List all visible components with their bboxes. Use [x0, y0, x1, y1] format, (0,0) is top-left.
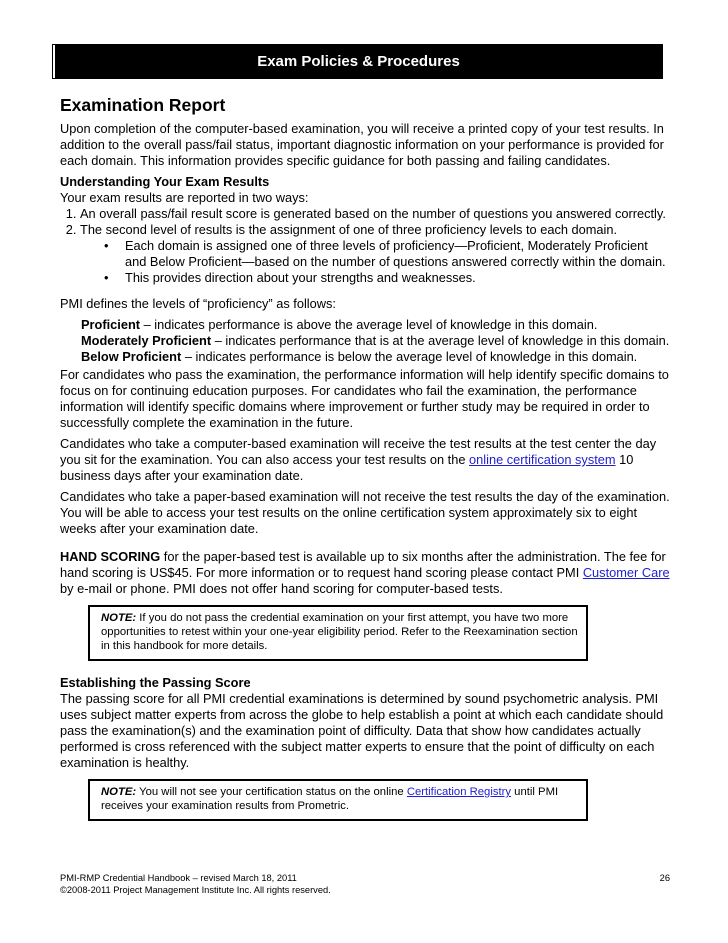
- definition-item: Moderately Proficient – indicates performance that is at the average level of knowledge in this domain.: [81, 333, 670, 348]
- registry-note-box: NOTE: You will not see your certification status on the online Certification Registry until PMI receives your examination results from Prometric.: [88, 779, 588, 821]
- list-item: 1. An overall pass/fail result score is generated based on the number of questions you answered correctly.: [80, 206, 670, 222]
- bullet-list: [80, 238, 670, 286]
- document-body: [60, 95, 670, 821]
- page-number: 26: [659, 873, 670, 883]
- footer-copyright: ©2008-2011 Project Management Institute Inc. All rights reserved.: [60, 885, 331, 895]
- certification-registry-link[interactable]: Certification Registry: [406, 786, 512, 798]
- bullet-item: • This provides direction about your strengths and weaknesses.: [104, 270, 670, 286]
- page-header-title: Exam Policies & Procedures: [257, 53, 460, 70]
- note-label: NOTE:: [101, 612, 137, 624]
- customer-care-link[interactable]: Customer Care: [582, 565, 670, 580]
- proficiency-definitions: [60, 317, 670, 365]
- pass-fail-paragraph: For candidates who pass the examination, the performance information will help identify specific domains to focus on for continuing education purposes. For candidates who fail the examination, the performance information will identify specific domains where improvement or further study may be required in order to successfully complete the examination in the future.: [60, 367, 669, 430]
- hand-scoring-paragraph: HAND SCORING for the paper-based test is available up to six months after the administration. The fee for hand scoring is US$45. For more information or to request hand scoring please contact PMI Customer Care by e-mail or phone. PMI does not offer hand scoring for computer-based tests.: [60, 549, 670, 596]
- understanding-lead: Your exam results are reported in two ways:: [60, 190, 309, 205]
- definition-item: Proficient – indicates performance is above the average level of knowledge in this domain.: [81, 317, 598, 332]
- definition-term: Moderately Proficient: [81, 333, 212, 348]
- footer-handbook-title: PMI-RMP Credential Handbook – revised March 18, 2011: [60, 873, 297, 883]
- list-item: 2. The second level of results is the assignment of one of three proficiency levels to each domain. • Each domain is assigned one of three levels of proficiency—Proficient, Moderately Proficient and Below Proficient—based on the number of questions answered correctly within the domain. • This provides direction about your strengths and weaknesses.: [80, 222, 670, 286]
- section-title: Examination Report: [60, 95, 226, 115]
- understanding-heading: Understanding Your Exam Results: [60, 174, 270, 189]
- definition-term: Proficient: [81, 317, 141, 332]
- definition-item: Below Proficient – indicates performance is below the average level of knowledge in this domain.: [81, 349, 638, 364]
- results-list: [60, 206, 670, 286]
- note-label: NOTE:: [101, 786, 137, 798]
- definition-term: Below Proficient: [81, 349, 182, 364]
- passing-score-heading: Establishing the Passing Score: [60, 675, 251, 690]
- hand-scoring-term: HAND SCORING: [60, 549, 161, 564]
- page-footer: [60, 872, 670, 896]
- intro-paragraph: Upon completion of the computer-based examination, you will receive a printed copy of your test results. In addition to the overall pass/fail status, important diagnostic information on your performance is provided for each domain. This information provides specific guidance for both passing and failing candidates.: [60, 121, 664, 168]
- retest-note-box: NOTE: If you do not pass the credential examination on your first attempt, you have two more opportunities to retest within your one-year eligibility period. Refer to the Reexamination section in this handbook for more details.: [88, 605, 588, 661]
- passing-score-paragraph: The passing score for all PMI credential examinations is determined by sound psychometric analysis. PMI uses subject matter experts from across the globe to help establish a point at which each candidate should pass the examination(s) and the examination point of difficulty. Data that show how candidates actually performed is cross referenced with the subject matter experts to ensure that the point of difficulty on each examination is healthy.: [60, 691, 664, 770]
- proficiency-lead: PMI defines the levels of “proficiency” as follows:: [60, 296, 336, 311]
- page-header-bar: [53, 45, 662, 78]
- pbt-paragraph: Candidates who take a paper-based examination will not receive the test results the day of the examination. You will be able to access your test results on the online certification system approximately six to eight weeks after your examination date.: [60, 489, 670, 536]
- bullet-item: • Each domain is assigned one of three levels of proficiency—Proficient, Moderately Proficient and Below Proficient—based on the number of questions answered correctly within the domain.: [104, 238, 670, 270]
- online-certification-system-link[interactable]: online certification system: [469, 452, 616, 467]
- cbt-paragraph: Candidates who take a computer-based examination will receive the test results at the test center the day you sit for the examination. You can also access your test results on the online certification system 10 business days after your examination date.: [60, 436, 657, 483]
